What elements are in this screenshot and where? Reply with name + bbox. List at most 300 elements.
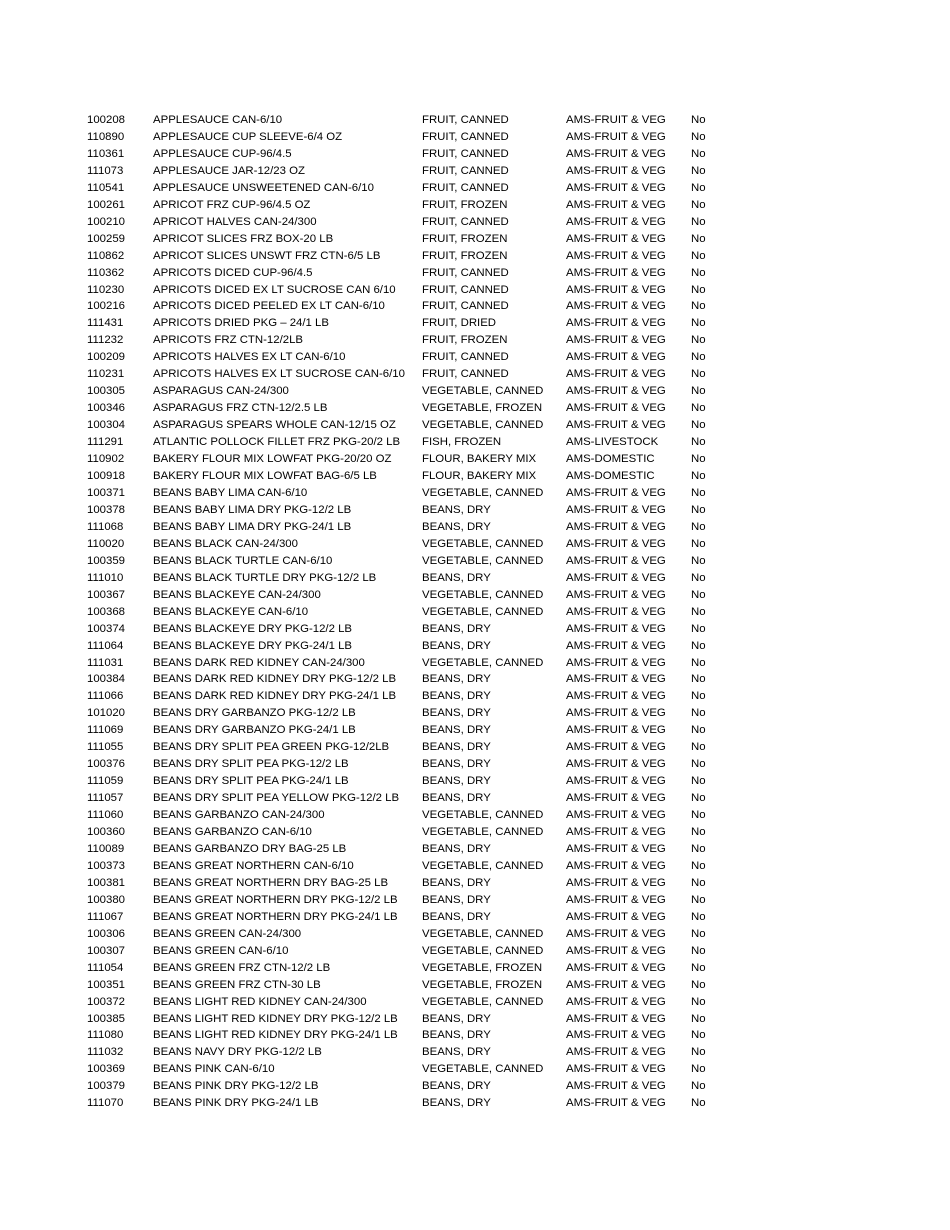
cell-code: 111066 <box>87 690 124 703</box>
cell-category: FRUIT, FROZEN <box>422 334 508 347</box>
cell-flag: No <box>691 571 706 584</box>
cell-description: BEANS GARBANZO CAN-24/300 <box>153 809 325 822</box>
cell-flag: No <box>691 842 706 855</box>
cell-code: 110361 <box>87 147 125 160</box>
cell-code: 100346 <box>87 402 126 415</box>
cell-code: 100306 <box>87 927 126 940</box>
cell-category: VEGETABLE, CANNED <box>422 826 544 839</box>
cell-category: BEANS, DRY <box>422 876 491 889</box>
cell-code: 100259 <box>87 232 126 245</box>
cell-code: 100360 <box>87 826 126 839</box>
table-row <box>0 180 950 197</box>
cell-category: VEGETABLE, CANNED <box>422 656 544 669</box>
table-row <box>0 909 950 926</box>
cell-description: APRICOTS DRIED PKG – 24/1 LB <box>153 317 329 330</box>
cell-category: FRUIT, CANNED <box>422 266 509 279</box>
cell-category: FRUIT, CANNED <box>422 114 509 126</box>
cell-description: BEANS DRY SPLIT PEA PKG-12/2 LB <box>153 758 349 771</box>
cell-code: 100376 <box>87 758 126 771</box>
cell-agency: AMS-FRUIT & VEG <box>566 673 666 686</box>
cell-agency: AMS-FRUIT & VEG <box>566 181 666 194</box>
table-row <box>0 688 950 705</box>
cell-flag: No <box>691 402 706 415</box>
cell-code: 110362 <box>87 266 125 279</box>
cell-agency: AMS-FRUIT & VEG <box>566 656 666 669</box>
cell-agency: AMS-FRUIT & VEG <box>566 215 666 228</box>
cell-code: 100304 <box>87 419 126 432</box>
cell-flag: No <box>691 300 706 313</box>
cell-code: 111232 <box>87 334 124 347</box>
cell-code: 100369 <box>87 1063 126 1076</box>
cell-description: BEANS BLACK TURTLE CAN-6/10 <box>153 554 333 567</box>
commodity-table <box>0 112 950 1112</box>
cell-agency: AMS-FRUIT & VEG <box>566 1029 666 1042</box>
cell-description: BAKERY FLOUR MIX LOWFAT PKG-20/20 OZ <box>153 453 392 466</box>
cell-category: VEGETABLE, CANNED <box>422 588 544 601</box>
cell-description: APRICOTS HALVES EX LT CAN-6/10 <box>153 351 346 364</box>
cell-description: APPLESAUCE JAR-12/23 OZ <box>153 164 305 177</box>
cell-category: VEGETABLE, CANNED <box>422 554 544 567</box>
cell-code: 100379 <box>87 1080 126 1093</box>
cell-flag: No <box>691 181 706 194</box>
table-row <box>0 214 950 231</box>
cell-flag: No <box>691 385 706 398</box>
table-row <box>0 977 950 994</box>
cell-description: APPLESAUCE CAN-6/10 <box>153 114 283 126</box>
table-row <box>0 248 950 265</box>
cell-agency: AMS-FRUIT & VEG <box>566 927 666 940</box>
cell-description: BEANS BLACKEYE DRY PKG-24/1 LB <box>153 639 353 652</box>
cell-code: 111064 <box>87 639 124 652</box>
cell-agency: AMS-FRUIT & VEG <box>566 164 666 177</box>
table-row <box>0 621 950 638</box>
cell-flag: No <box>691 758 706 771</box>
cell-flag: No <box>691 453 706 466</box>
cell-description: BEANS DRY SPLIT PEA GREEN PKG-12/2LB <box>153 741 390 754</box>
cell-category: FRUIT, CANNED <box>422 300 509 313</box>
cell-code: 100261 <box>87 198 126 211</box>
cell-code: 100374 <box>87 622 126 635</box>
cell-code: 110902 <box>87 453 125 466</box>
table-row <box>0 1027 950 1044</box>
cell-category: VEGETABLE, CANNED <box>422 809 544 822</box>
cell-description: BEANS GREEN FRZ CTN-30 LB <box>153 978 321 991</box>
table-row <box>0 570 950 587</box>
cell-flag: No <box>691 419 706 432</box>
cell-code: 111057 <box>87 792 124 805</box>
table-row <box>0 858 950 875</box>
cell-category: BEANS, DRY <box>422 707 491 720</box>
cell-description: BEANS DARK RED KIDNEY DRY PKG-12/2 LB <box>153 673 397 686</box>
cell-agency: AMS-FRUIT & VEG <box>566 317 666 330</box>
table-row <box>0 875 950 892</box>
table-row <box>0 282 950 299</box>
cell-agency: AMS-FRUIT & VEG <box>566 639 666 652</box>
cell-flag: No <box>691 198 706 211</box>
cell-flag: No <box>691 639 706 652</box>
cell-flag: No <box>691 351 706 364</box>
table-row <box>0 400 950 417</box>
cell-agency: AMS-FRUIT & VEG <box>566 130 666 143</box>
table-row <box>0 315 950 332</box>
cell-agency: AMS-FRUIT & VEG <box>566 842 666 855</box>
cell-description: APRICOT HALVES CAN-24/300 <box>153 215 317 228</box>
table-row <box>0 536 950 553</box>
cell-code: 100307 <box>87 944 126 957</box>
cell-description: BEANS GREAT NORTHERN DRY BAG-25 LB <box>153 876 389 889</box>
cell-category: BEANS, DRY <box>422 622 491 635</box>
table-row <box>0 807 950 824</box>
cell-flag: No <box>691 910 706 923</box>
cell-description: BEANS BABY LIMA DRY PKG-12/2 LB <box>153 503 352 516</box>
cell-flag: No <box>691 436 706 449</box>
cell-code: 100918 <box>87 470 126 483</box>
cell-description: BEANS BLACKEYE CAN-6/10 <box>153 605 309 618</box>
cell-code: 111060 <box>87 809 124 822</box>
cell-description: BEANS BLACKEYE DRY PKG-12/2 LB <box>153 622 353 635</box>
cell-description: BEANS GARBANZO DRY BAG-25 LB <box>153 842 347 855</box>
cell-agency: AMS-FRUIT & VEG <box>566 334 666 347</box>
cell-description: BEANS LIGHT RED KIDNEY DRY PKG-12/2 LB <box>153 1012 398 1025</box>
cell-description: BEANS GREAT NORTHERN DRY PKG-12/2 LB <box>153 893 398 906</box>
table-row <box>0 1061 950 1078</box>
cell-category: FRUIT, CANNED <box>422 130 509 143</box>
cell-description: BEANS GREEN FRZ CTN-12/2 LB <box>153 961 331 974</box>
cell-description: BEANS GREAT NORTHERN CAN-6/10 <box>153 859 354 872</box>
cell-description: ATLANTIC POLLOCK FILLET FRZ PKG-20/2 LB <box>153 436 401 449</box>
cell-category: BEANS, DRY <box>422 792 491 805</box>
cell-flag: No <box>691 1046 706 1059</box>
cell-code: 100351 <box>87 978 126 991</box>
cell-flag: No <box>691 876 706 889</box>
cell-agency: AMS-FRUIT & VEG <box>566 283 666 296</box>
cell-agency: AMS-LIVESTOCK <box>566 436 659 449</box>
cell-category: FRUIT, CANNED <box>422 351 509 364</box>
cell-description: BAKERY FLOUR MIX LOWFAT BAG-6/5 LB <box>153 470 377 483</box>
cell-category: VEGETABLE, CANNED <box>422 385 544 398</box>
cell-agency: AMS-FRUIT & VEG <box>566 859 666 872</box>
cell-category: VEGETABLE, CANNED <box>422 1063 544 1076</box>
cell-agency: AMS-FRUIT & VEG <box>566 622 666 635</box>
cell-agency: AMS-FRUIT & VEG <box>566 1080 666 1093</box>
cell-description: BEANS GREAT NORTHERN DRY PKG-24/1 LB <box>153 910 398 923</box>
cell-category: VEGETABLE, CANNED <box>422 995 544 1008</box>
cell-description: APRICOT SLICES FRZ BOX-20 LB <box>153 232 334 245</box>
cell-description: BEANS LIGHT RED KIDNEY CAN-24/300 <box>153 995 367 1008</box>
cell-description: APRICOTS HALVES EX LT SUCROSE CAN-6/10 <box>153 368 405 381</box>
table-row <box>0 434 950 451</box>
cell-flag: No <box>691 334 706 347</box>
cell-description: BEANS NAVY DRY PKG-12/2 LB <box>153 1046 322 1059</box>
cell-description: BEANS LIGHT RED KIDNEY DRY PKG-24/1 LB <box>153 1029 398 1042</box>
cell-category: BEANS, DRY <box>422 1097 491 1110</box>
cell-description: BEANS GREEN CAN-6/10 <box>153 944 289 957</box>
cell-agency: AMS-FRUIT & VEG <box>566 724 666 737</box>
cell-agency: AMS-FRUIT & VEG <box>566 707 666 720</box>
cell-category: FLOUR, BAKERY MIX <box>422 470 537 483</box>
cell-code: 100208 <box>87 114 126 126</box>
cell-agency: AMS-FRUIT & VEG <box>566 826 666 839</box>
cell-category: BEANS, DRY <box>422 1046 491 1059</box>
table-row <box>0 146 950 163</box>
cell-description: ASPARAGUS FRZ CTN-12/2.5 LB <box>153 402 328 415</box>
cell-agency: AMS-FRUIT & VEG <box>566 571 666 584</box>
cell-flag: No <box>691 944 706 957</box>
cell-agency: AMS-FRUIT & VEG <box>566 775 666 788</box>
cell-code: 111070 <box>87 1097 124 1110</box>
cell-code: 111068 <box>87 520 124 533</box>
cell-agency: AMS-FRUIT & VEG <box>566 419 666 432</box>
cell-code: 111069 <box>87 724 124 737</box>
cell-agency: AMS-FRUIT & VEG <box>566 1097 666 1110</box>
table-row <box>0 994 950 1011</box>
cell-code: 110230 <box>87 283 125 296</box>
cell-flag: No <box>691 520 706 533</box>
cell-flag: No <box>691 147 706 160</box>
cell-category: BEANS, DRY <box>422 690 491 703</box>
cell-description: ASPARAGUS SPEARS WHOLE CAN-12/15 OZ <box>153 419 396 432</box>
cell-flag: No <box>691 927 706 940</box>
cell-flag: No <box>691 503 706 516</box>
table-row <box>0 773 950 790</box>
cell-description: APRICOT SLICES UNSWT FRZ CTN-6/5 LB <box>153 249 381 262</box>
cell-flag: No <box>691 164 706 177</box>
cell-agency: AMS-FRUIT & VEG <box>566 198 666 211</box>
cell-category: VEGETABLE, FROZEN <box>422 402 543 415</box>
cell-code: 100380 <box>87 893 126 906</box>
cell-category: VEGETABLE, CANNED <box>422 419 544 432</box>
cell-code: 110862 <box>87 249 125 262</box>
cell-description: BEANS GARBANZO CAN-6/10 <box>153 826 312 839</box>
table-row <box>0 383 950 400</box>
cell-category: FRUIT, FROZEN <box>422 249 508 262</box>
cell-category: BEANS, DRY <box>422 1080 491 1093</box>
cell-category: VEGETABLE, FROZEN <box>422 961 543 974</box>
table-row <box>0 824 950 841</box>
cell-flag: No <box>691 554 706 567</box>
cell-category: BEANS, DRY <box>422 741 491 754</box>
cell-flag: No <box>691 1029 706 1042</box>
cell-agency: AMS-FRUIT & VEG <box>566 690 666 703</box>
table-row <box>0 722 950 739</box>
table-row <box>0 468 950 485</box>
cell-agency: AMS-FRUIT & VEG <box>566 351 666 364</box>
cell-category: BEANS, DRY <box>422 910 491 923</box>
table-row <box>0 417 950 434</box>
cell-category: VEGETABLE, CANNED <box>422 859 544 872</box>
cell-flag: No <box>691 232 706 245</box>
cell-flag: No <box>691 215 706 228</box>
cell-description: APRICOTS FRZ CTN-12/2LB <box>153 334 304 347</box>
cell-agency: AMS-DOMESTIC <box>566 470 655 483</box>
cell-category: FRUIT, CANNED <box>422 215 509 228</box>
cell-code: 111059 <box>87 775 124 788</box>
cell-code: 100210 <box>87 215 126 228</box>
cell-code: 100378 <box>87 503 126 516</box>
table-row <box>0 349 950 366</box>
cell-code: 111431 <box>87 317 124 330</box>
table-row <box>0 604 950 621</box>
table-row <box>0 960 950 977</box>
cell-flag: No <box>691 826 706 839</box>
cell-agency: AMS-FRUIT & VEG <box>566 486 666 499</box>
cell-category: BEANS, DRY <box>422 724 491 737</box>
cell-code: 111073 <box>87 164 124 177</box>
cell-category: BEANS, DRY <box>422 1029 491 1042</box>
cell-agency: AMS-FRUIT & VEG <box>566 266 666 279</box>
table-row <box>0 265 950 282</box>
table-row <box>0 892 950 909</box>
cell-description: APPLESAUCE UNSWEETENED CAN-6/10 <box>153 181 374 194</box>
cell-agency: AMS-FRUIT & VEG <box>566 503 666 516</box>
cell-flag: No <box>691 249 706 262</box>
cell-agency: AMS-FRUIT & VEG <box>566 114 666 126</box>
cell-flag: No <box>691 588 706 601</box>
cell-category: BEANS, DRY <box>422 520 491 533</box>
cell-description: APRICOTS DICED CUP-96/4.5 <box>153 266 313 279</box>
cell-agency: AMS-FRUIT & VEG <box>566 385 666 398</box>
cell-category: VEGETABLE, CANNED <box>422 537 544 550</box>
cell-agency: AMS-FRUIT & VEG <box>566 368 666 381</box>
cell-flag: No <box>691 486 706 499</box>
cell-category: BEANS, DRY <box>422 673 491 686</box>
cell-description: BEANS BLACK CAN-24/300 <box>153 537 298 550</box>
cell-category: VEGETABLE, CANNED <box>422 486 544 499</box>
cell-code: 100209 <box>87 351 126 364</box>
cell-category: VEGETABLE, CANNED <box>422 605 544 618</box>
table-row <box>0 502 950 519</box>
cell-code: 110231 <box>87 368 125 381</box>
cell-flag: No <box>691 1012 706 1025</box>
cell-agency: AMS-FRUIT & VEG <box>566 1046 666 1059</box>
table-row <box>0 553 950 570</box>
table-row <box>0 332 950 349</box>
table-row <box>0 655 950 672</box>
cell-flag: No <box>691 859 706 872</box>
table-row <box>0 587 950 604</box>
cell-agency: AMS-FRUIT & VEG <box>566 978 666 991</box>
cell-agency: AMS-FRUIT & VEG <box>566 893 666 906</box>
cell-code: 100373 <box>87 859 126 872</box>
table-row <box>0 298 950 315</box>
cell-category: BEANS, DRY <box>422 775 491 788</box>
cell-agency: AMS-FRUIT & VEG <box>566 995 666 1008</box>
cell-flag: No <box>691 792 706 805</box>
cell-flag: No <box>691 978 706 991</box>
cell-flag: No <box>691 673 706 686</box>
cell-description: APRICOT FRZ CUP-96/4.5 OZ <box>153 198 311 211</box>
cell-flag: No <box>691 893 706 906</box>
cell-flag: No <box>691 1080 706 1093</box>
cell-code: 111032 <box>87 1046 124 1059</box>
cell-code: 111291 <box>87 436 124 449</box>
cell-flag: No <box>691 741 706 754</box>
cell-category: FISH, FROZEN <box>422 436 502 449</box>
cell-flag: No <box>691 809 706 822</box>
table-row <box>0 756 950 773</box>
table-row <box>0 366 950 383</box>
cell-description: BEANS DARK RED KIDNEY CAN-24/300 <box>153 656 365 669</box>
cell-flag: No <box>691 656 706 669</box>
cell-code: 111055 <box>87 741 124 754</box>
cell-agency: AMS-FRUIT & VEG <box>566 961 666 974</box>
cell-description: BEANS PINK DRY PKG-24/1 LB <box>153 1097 319 1110</box>
cell-flag: No <box>691 1063 706 1076</box>
cell-agency: AMS-FRUIT & VEG <box>566 876 666 889</box>
cell-code: 111010 <box>87 571 124 584</box>
cell-flag: No <box>691 724 706 737</box>
table-row <box>0 790 950 807</box>
table-row <box>0 705 950 722</box>
cell-description: BEANS DRY GARBANZO PKG-24/1 LB <box>153 724 356 737</box>
cell-code: 100384 <box>87 673 126 686</box>
cell-category: VEGETABLE, CANNED <box>422 944 544 957</box>
cell-category: BEANS, DRY <box>422 842 491 855</box>
cell-code: 110890 <box>87 130 125 143</box>
cell-flag: No <box>691 537 706 550</box>
cell-code: 100359 <box>87 554 126 567</box>
cell-flag: No <box>691 266 706 279</box>
cell-category: FRUIT, DRIED <box>422 317 497 330</box>
table-row <box>0 485 950 502</box>
cell-description: BEANS PINK CAN-6/10 <box>153 1063 275 1076</box>
cell-category: FRUIT, FROZEN <box>422 198 508 211</box>
cell-agency: AMS-FRUIT & VEG <box>566 1012 666 1025</box>
cell-description: ASPARAGUS CAN-24/300 <box>153 385 289 398</box>
cell-code: 100385 <box>87 1012 126 1025</box>
cell-agency: AMS-FRUIT & VEG <box>566 1063 666 1076</box>
cell-flag: No <box>691 368 706 381</box>
cell-description: BEANS GREEN CAN-24/300 <box>153 927 302 940</box>
table-row <box>0 197 950 214</box>
cell-agency: AMS-FRUIT & VEG <box>566 809 666 822</box>
cell-code: 100216 <box>87 300 126 313</box>
cell-flag: No <box>691 775 706 788</box>
cell-description: BEANS BABY LIMA CAN-6/10 <box>153 486 308 499</box>
cell-category: VEGETABLE, CANNED <box>422 927 544 940</box>
cell-description: APRICOTS DICED EX LT SUCROSE CAN 6/10 <box>153 283 396 296</box>
cell-category: BEANS, DRY <box>422 893 491 906</box>
table-row <box>0 638 950 655</box>
cell-flag: No <box>691 317 706 330</box>
cell-category: BEANS, DRY <box>422 1012 491 1025</box>
cell-category: BEANS, DRY <box>422 503 491 516</box>
cell-description: BEANS PINK DRY PKG-12/2 LB <box>153 1080 319 1093</box>
cell-agency: AMS-FRUIT & VEG <box>566 537 666 550</box>
cell-flag: No <box>691 470 706 483</box>
cell-code: 100367 <box>87 588 126 601</box>
cell-category: FRUIT, CANNED <box>422 368 509 381</box>
table-row <box>0 943 950 960</box>
table-row <box>0 163 950 180</box>
table-row <box>0 1095 950 1112</box>
cell-code: 110089 <box>87 842 125 855</box>
cell-agency: AMS-FRUIT & VEG <box>566 520 666 533</box>
cell-agency: AMS-DOMESTIC <box>566 453 655 466</box>
table-row <box>0 841 950 858</box>
cell-code: 110020 <box>87 537 125 550</box>
table-row <box>0 451 950 468</box>
cell-code: 111031 <box>87 656 124 669</box>
cell-description: BEANS DRY SPLIT PEA YELLOW PKG-12/2 LB <box>153 792 400 805</box>
cell-agency: AMS-FRUIT & VEG <box>566 249 666 262</box>
cell-agency: AMS-FRUIT & VEG <box>566 588 666 601</box>
cell-category: FRUIT, FROZEN <box>422 232 508 245</box>
cell-category: FRUIT, CANNED <box>422 164 509 177</box>
cell-description: BEANS DARK RED KIDNEY DRY PKG-24/1 LB <box>153 690 397 703</box>
cell-agency: AMS-FRUIT & VEG <box>566 910 666 923</box>
cell-flag: No <box>691 622 706 635</box>
